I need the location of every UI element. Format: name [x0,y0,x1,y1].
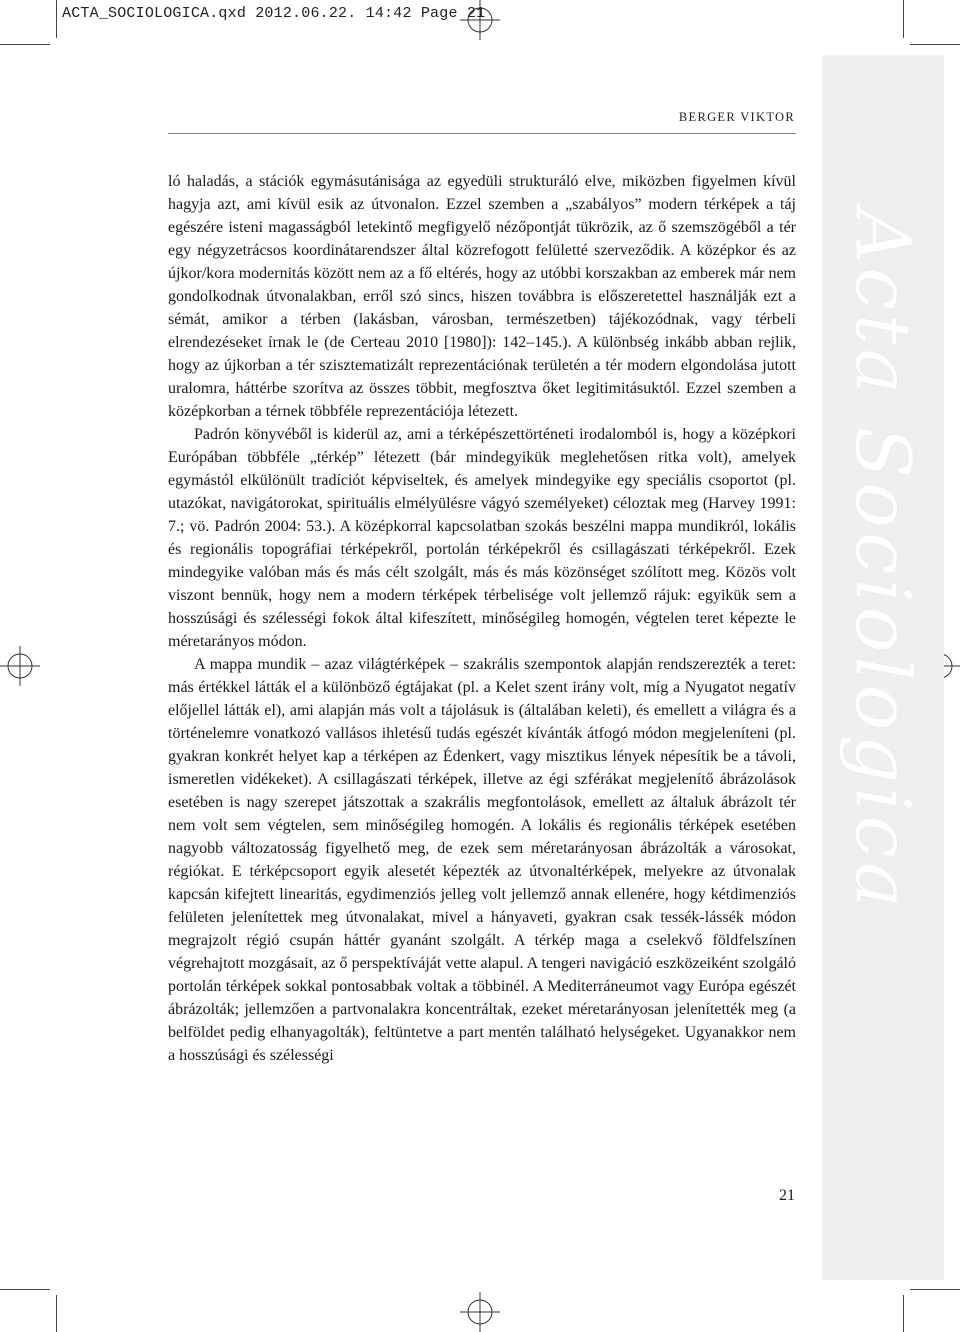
crop-mark [910,1289,960,1290]
paragraph: ló haladás, a stációk egymásutánisága az egyedüli strukturáló elve, miközben figyelmen kívül hagyja azt, ami kívül esik az útvonalon. Ezzel szemben a „szabályos” modern térképek a táj egészére isteni magasságból letekintő megfigyelő nézőpontját tükrözik, az ő szemszögéből a tér egy négyzetrácsos koordinátarendszer által közrefogott felületté szerveződik. A középkor és az újkor/kora modernitás között nem az a fő eltérés, hogy az utóbbi korszakban az emberek már nem gondolkodnak útvonalakban, erről szó sincs, hiszen továbbra is előszeretettel használják ezt a sémát, amikor a térben (lakásban, városban, természetben) tájékozódnak, vagy térbeli elrendezéseket írnak le (de Certeau 2010 [1980]): 142–145.). A különbség inkább abban rejlik, hogy az újkorban a tér szisztematizált reprezentációnak területén a tér modern elgondolása jutott uralomra, háttérbe szorítva az összes többit, megfosztva őket legitimitásuktól. Ezzel szemben a középkorban a térnek többféle reprezentációja létezett. [168,173,796,420]
header-rule [168,133,796,134]
crop-mark [903,0,904,38]
crop-mark [56,0,57,38]
body-text [168,170,796,1067]
registration-mark-icon [0,646,40,686]
journal-brand-text: Acta Sociologica [838,208,928,912]
crop-mark [0,44,50,45]
crop-mark [56,1295,57,1332]
crop-mark [0,1289,50,1290]
running-head: BERGER VIKTOR [678,110,795,124]
crop-mark [910,44,960,45]
registration-mark-icon [460,1292,500,1332]
page-number: 21 [779,1187,795,1204]
paragraph: A mappa mundik – azaz világtérképek – szakrális szempontok alapján rendszerezték a teret: más értékkel látták el a különböző égtájakat (pl. a Kelet szent irány volt, míg a Nyugatot negatív előjellel látták el), ami alapján más volt a tájolásuk is (általában keleti), és emellett a világra és a történelemre vonatkozó vallásos ihletésű tudás egészét kívánták átfogó módon megjeleníteni (pl. gyakran konkrét helyet kap a térképen az Édenkert, vagy misztikus lények népesítik be a távoli, ismeretlen vidékeket). A csillagászati térképek, illetve az égi szférákat megjelenítő ábrázolások esetében is nagy szerepet játszottak a szakrális megfontolások, emellett az általuk ábrázolt tér nem volt sem végtelen, sem minőségileg homogén. A lokális és regionális térképek esetében nagyobb változatosság figyelhető meg, de ezek sem méretarányosan ábrázolták a városokat, régiókat. E térképcsoport egyik alesetét képezték az útvonaltérképek, melyekre az útvonalak kapcsán kifejtett linearitás, egydimenziós jelleg volt jellemző annak ellenére, hogy kétdimenziós felületen jelenítettek meg útvonalakat, mivel a hányaveti, gyakran csak tessék-lássék módon megrajzolt régió csupán háttér gyanánt szolgált. A térkép maga a cselekvő földfelszínen végrehajtott mozgásait, az ő perspektíváját vette alapul. A tengeri navigáció eszközeiként szolgáló portolán térképek sokkal pontosabbak voltak a többinél. A Mediterráneumot vagy Európa egészét ábrázolták; jellemzően a partvonalakra koncentráltak, ezeket méretarányosan jelenítették meg (a belföldet pedig elhanyagolták), feltüntetve a part mentén található helységeket. Ugyanakkor nem a hosszúsági és szélességi [168,656,796,1064]
print-slug: ACTA_SOCIOLOGICA.qxd 2012.06.22. 14:42 Page 21 [62,5,486,22]
crop-mark [903,1295,904,1332]
paragraph: Padrón könyvéből is kiderül az, ami a térképészettörténeti irodalomból is, hogy a középkori Európában többféle „térkép” létezett (bár mindegyikük meglehetősen ritka volt), amelyek egymástól elkülönült tradíciót képviseltek, és amelyek mindegyike egy speciális csoportot (pl. utazókat, navigátorokat, spirituális elmélyülésre vágyó személyeket) céloztak meg (Harvey 1991: 7.; vö. Padrón 2004: 53.). A középkorral kapcsolatban szokás beszélni mappa mundikról, lokális és regionális topográfiai térképekről, portolán térképekről és csillagászati térképekről. Ezek mindegyike valóban más és más célt szolgált, más és más közönséget szólított meg. Közös volt viszont bennük, hogy nem a modern térképek térbelisége volt jellemző rájuk: egyikük sem a hosszúsági és szélességi fokok által kifeszített, minőségileg homogén, végtelen teret képezte le méretarányos módon. [168,426,796,650]
